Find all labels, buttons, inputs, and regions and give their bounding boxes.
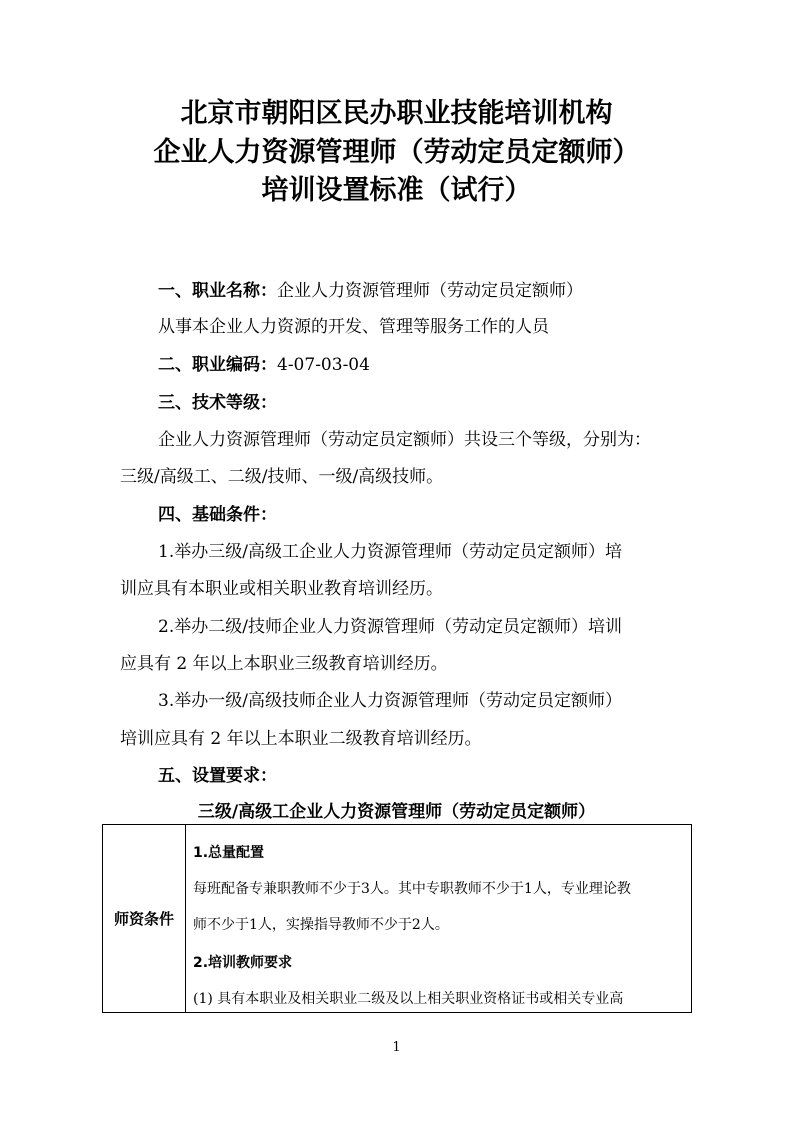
table-heading-1: 1.总量配置 <box>193 845 265 861</box>
table-heading-2: 2.培训教师要求 <box>193 955 293 971</box>
page-number: 1 <box>392 1040 401 1055</box>
requirements-table <box>102 824 692 1013</box>
section-3-label: 三、技术等级： <box>158 393 277 413</box>
section-1-label: 一、职业名称： <box>158 281 277 301</box>
table-text-2: 师不少于1人，实操指导教师不少于2人。 <box>193 917 449 933</box>
title-line-2: 企业人力资源管理师（劳动定员定额师） <box>153 137 640 168</box>
section-1 <box>158 279 583 303</box>
table-text-3: (1) 具有本职业及相关职业二级及以上相关职业资格证书或相关专业高 <box>193 991 624 1007</box>
section-2 <box>158 353 370 377</box>
section-1-value: 企业人力资源管理师（劳动定员定额师） <box>277 281 583 301</box>
section-2-value: 4-07-03-04 <box>277 355 370 375</box>
section-4-p1-line-1: 1.举办三级/高级工企业人力资源管理师（劳动定员定额师）培 <box>158 542 622 562</box>
title-line-1: 北京市朝阳区民办职业技能培训机构 <box>180 98 613 129</box>
section-3-text-1: 企业人力资源管理师（劳动定员定额师）共设三个等级，分别为： <box>158 430 651 450</box>
title-line-3: 培训设置标准（试行） <box>261 175 532 206</box>
table-title: 三级/高级工企业人力资源管理师（劳动定员定额师） <box>197 802 596 822</box>
section-5-label: 五、设置要求： <box>158 766 277 786</box>
section-4-p3-line-1: 3.举办一级/高级技师企业人力资源管理师（劳动定员定额师） <box>158 691 622 711</box>
section-3-text-2: 三级/高级工、二级/技师、一级/高级技师。 <box>120 467 444 487</box>
section-4-p3-line-2: 培训应具有 2 年以上本职业二级教育培训经历。 <box>120 729 482 749</box>
section-1-desc: 从事本企业人力资源的开发、管理等服务工作的人员 <box>158 317 549 337</box>
section-2-label: 二、职业编码： <box>158 355 277 375</box>
table-text-1: 每班配备专兼职教师不少于3人。其中专职教师不少于1人，专业理论教 <box>193 881 631 897</box>
table-left-header: 师资条件 <box>113 910 174 928</box>
section-4-label: 四、基础条件： <box>158 505 277 525</box>
table-column-divider <box>185 825 186 1012</box>
section-4-p1-line-2: 训应具有本职业或相关职业教育培训经历。 <box>120 579 443 599</box>
section-4-p2-line-2: 应具有 2 年以上本职业三级教育培训经历。 <box>120 654 448 674</box>
section-4-p2-line-1: 2.举办二级/技师企业人力资源管理师（劳动定员定额师）培训 <box>158 617 622 637</box>
